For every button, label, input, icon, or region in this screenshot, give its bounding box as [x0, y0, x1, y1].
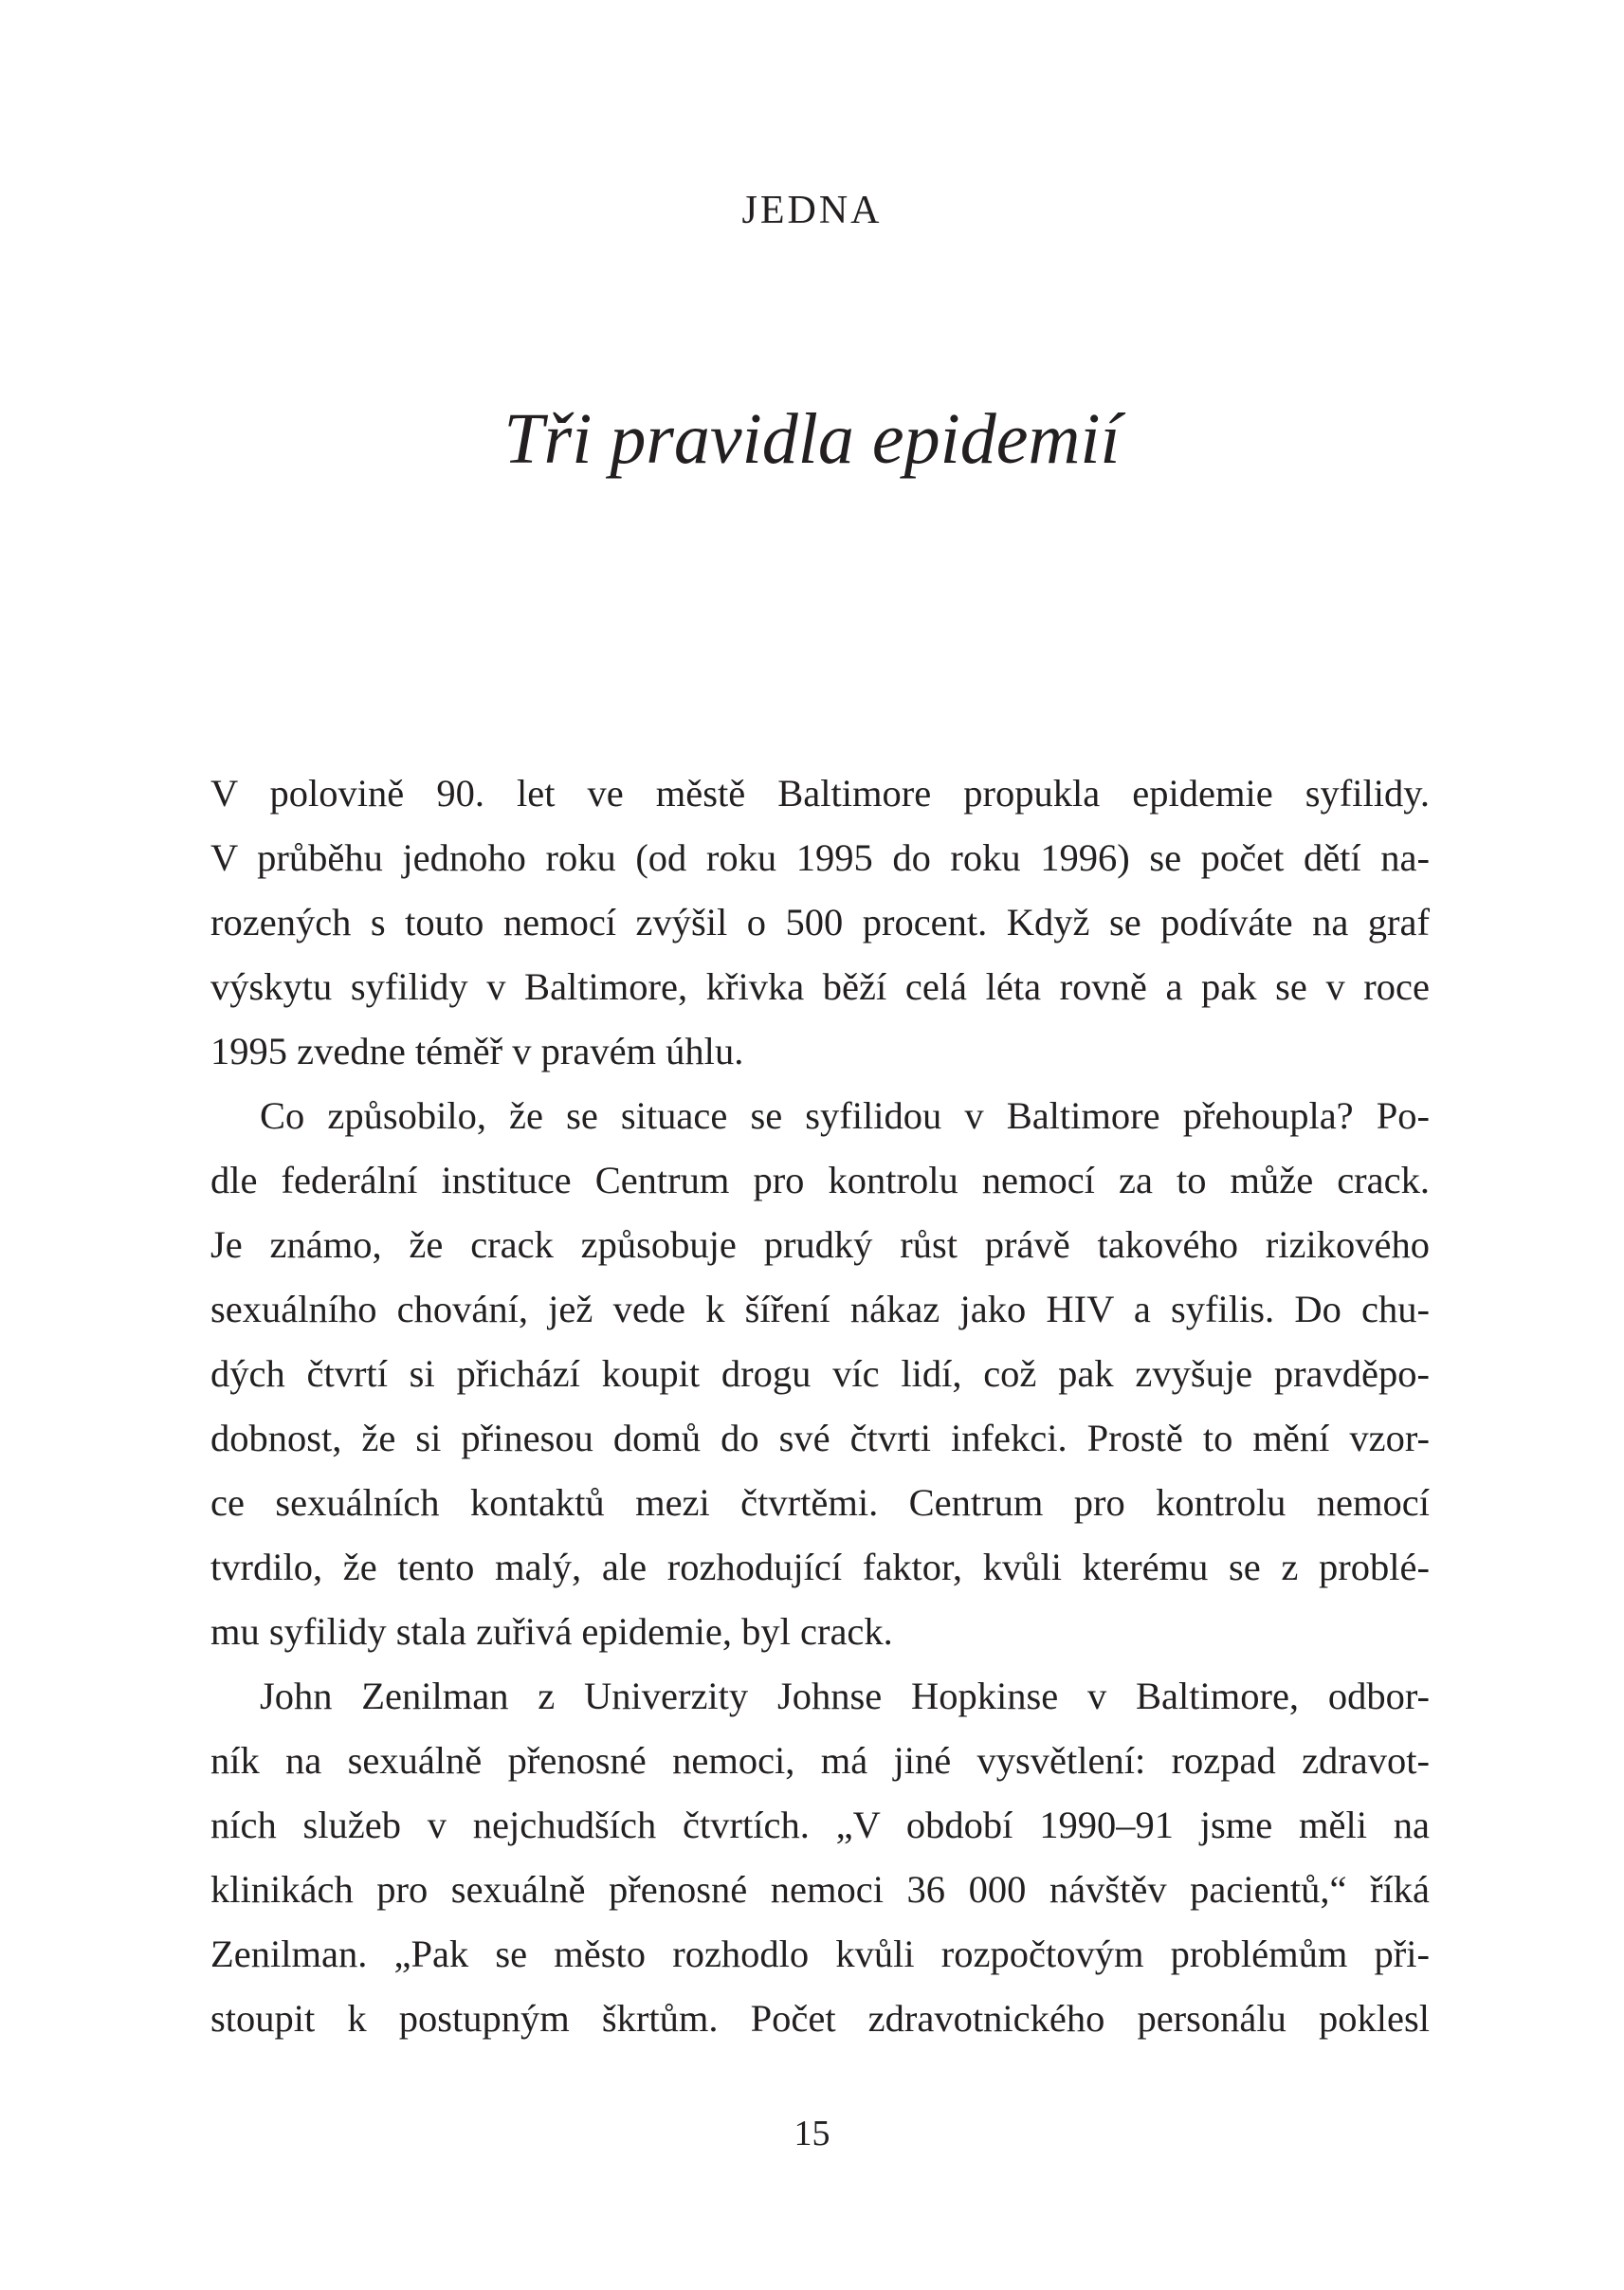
body-text [210, 761, 1430, 2051]
text-line: sexuálního chování, jež vede k šíření nákaz jako HIV a syfilis. Do chu- [210, 1288, 1430, 1330]
text-line: V průběhu jednoho roku (od roku 1995 do roku 1996) se počet dětí na- [210, 836, 1430, 879]
chapter-title: Tři pravidla epidemií [503, 399, 1121, 479]
paragraph [210, 1664, 1430, 2051]
chapter-label: JEDNA [741, 189, 883, 232]
paragraph [210, 761, 1430, 1084]
text-line: Je známo, že crack způsobuje prudký růst právě takového rizikového [210, 1223, 1430, 1266]
text-line: ních služeb v nejchudších čtvrtích. „V období 1990–91 jsme měli na [210, 1804, 1430, 1846]
text-line: John Zenilman z Univerzity Johnse Hopkinse v Baltimore, odbor- [260, 1675, 1430, 1717]
text-line: dobnost, že si přinesou domů do své čtvrti infekci. Prostě to mění vzor- [210, 1417, 1430, 1459]
text-line: dle federální instituce Centrum pro kontrolu nemocí za to může crack. [210, 1159, 1430, 1201]
text-line: ník na sexuálně přenosné nemoci, má jiné vysvětlení: rozpad zdravot- [210, 1739, 1430, 1782]
text-line: stoupit k postupným škrtům. Počet zdravotnického personálu poklesl [210, 1997, 1430, 2040]
text-line: výskytu syfilidy v Baltimore, křivka běží celá léta rovně a pak se v roce [210, 965, 1430, 1008]
text-line: V polovině 90. let ve městě Baltimore propukla epidemie syfilidy. [210, 772, 1430, 815]
text-line: 1995 zvedne téměř v pravém úhlu. [210, 1030, 744, 1072]
text-line: tvrdilo, že tento malý, ale rozhodující faktor, kvůli kterému se z problé- [210, 1546, 1430, 1588]
text-line: mu syfilidy stala zuřivá epidemie, byl crack. [210, 1610, 893, 1653]
text-line: klinikách pro sexuálně přenosné nemoci 36 000 návštěv pacientů,“ říká [210, 1868, 1430, 1911]
text-line: rozených s touto nemocí zvýšil o 500 procent. Když se podíváte na graf [210, 901, 1430, 943]
paragraph [210, 1084, 1430, 1664]
text-line: ce sexuálních kontaktů mezi čtvrtěmi. Centrum pro kontrolu nemocí [210, 1481, 1430, 1524]
text-line: dých čtvrtí si přichází koupit drogu víc lidí, což pak zvyšuje pravděpo- [210, 1352, 1430, 1395]
text-line: Co způsobilo, že se situace se syfilidou v Baltimore přehoupla? Po- [260, 1094, 1430, 1137]
page-number: 15 [794, 2114, 830, 2153]
text-line: Zenilman. „Pak se město rozhodlo kvůli rozpočtovým problémům při- [210, 1933, 1430, 1975]
